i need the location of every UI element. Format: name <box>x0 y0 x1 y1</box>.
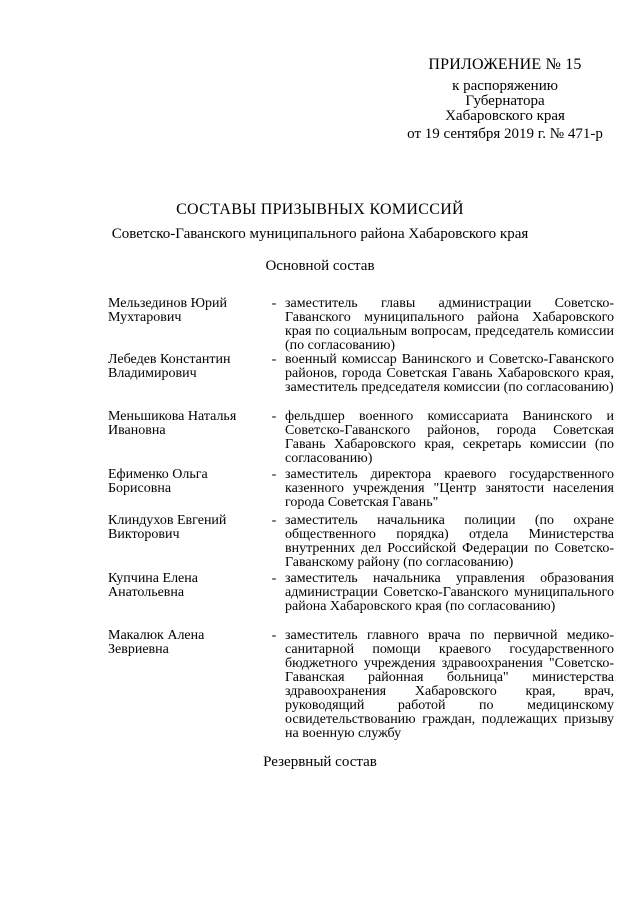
member-name: Лебедев Константин Владимирович <box>108 352 231 381</box>
member-role: заместитель директора краевого государственного казенного учреждения "Центр занятости населения города Советская Гавань" <box>285 467 614 510</box>
member-name: Мельзединов Юрий Мухтарович <box>108 296 227 325</box>
document-subtitle: Советско-Гаванского муниципального района Хабаровского края <box>111 226 529 242</box>
appendix-header <box>390 56 620 142</box>
member-name: Ефименко Ольга Борисовна <box>108 467 208 496</box>
member-role: заместитель главы администрации Советско-Гаванского муниципального района Хабаровского края по социальным вопросам, председатель комиссии (по согласованию) <box>285 296 614 353</box>
reserve-section-title: Резервный состав <box>263 754 377 770</box>
member-row <box>108 628 614 741</box>
member-row <box>108 410 614 468</box>
member-row <box>108 353 614 410</box>
member-dash: - <box>271 628 277 643</box>
member-dash: - <box>271 513 277 528</box>
appendix-date: от 19 сентября 2019 г. № 471-р <box>407 126 603 142</box>
member-row <box>108 514 614 572</box>
appendix-line-1: к распоряжению <box>452 78 558 94</box>
member-row <box>108 297 614 353</box>
member-dash: - <box>271 409 277 424</box>
appendix-title: ПРИЛОЖЕНИЕ № 15 <box>428 56 582 73</box>
appendix-line-2: Губернатора <box>465 93 545 109</box>
member-role: заместитель главного врача по первичной медико-санитарной помощи краевого государственного бюджетного учреждения здравоохранения "Советско-Гаванская районная больница" министерства здравоохранения Хабаровского края, врач, руководящий работой по медицинскому освидетельствованию граждан, подлежащих призыву на военную службу <box>285 628 614 741</box>
member-dash: - <box>271 571 277 586</box>
member-dash: - <box>271 467 277 482</box>
member-role: фельдшер военного комиссариата Ванинского и Советско-Гаванского районов, города Советская Гавань Хабаровского края, секретарь комиссии (по согласованию) <box>285 409 614 466</box>
member-name: Купчина Елена Анатольевна <box>108 571 198 600</box>
member-row <box>108 468 614 514</box>
member-role: заместитель начальника управления образования администрации Советско-Гаванского муниципального района Хабаровского края (по согласованию) <box>285 571 614 614</box>
member-list <box>108 296 614 741</box>
member-dash: - <box>271 296 277 311</box>
member-name: Клиндухов Евгений Викторович <box>108 513 227 542</box>
member-name: Макалюк Алена Зевриевна <box>108 628 205 657</box>
appendix-line-3: Хабаровского края <box>445 108 565 124</box>
member-row <box>108 572 614 629</box>
member-dash: - <box>271 352 277 367</box>
document-title: СОСТАВЫ ПРИЗЫВНЫХ КОМИССИЙ <box>176 201 464 218</box>
member-name: Меньшикова Наталья Ивановна <box>108 409 237 438</box>
main-section-title: Основной состав <box>265 258 375 274</box>
member-role: военный комиссар Ванинского и Советско-Гаванского районов, города Советская Гавань Хабаровского края, заместитель председателя комиссии (по согласованию) <box>285 352 614 395</box>
member-role: заместитель начальника полиции (по охране общественного порядка) отдела Министерства внутренних дел Российской Федерации по Советско-Гаванскому району (по согласованию) <box>285 513 614 570</box>
